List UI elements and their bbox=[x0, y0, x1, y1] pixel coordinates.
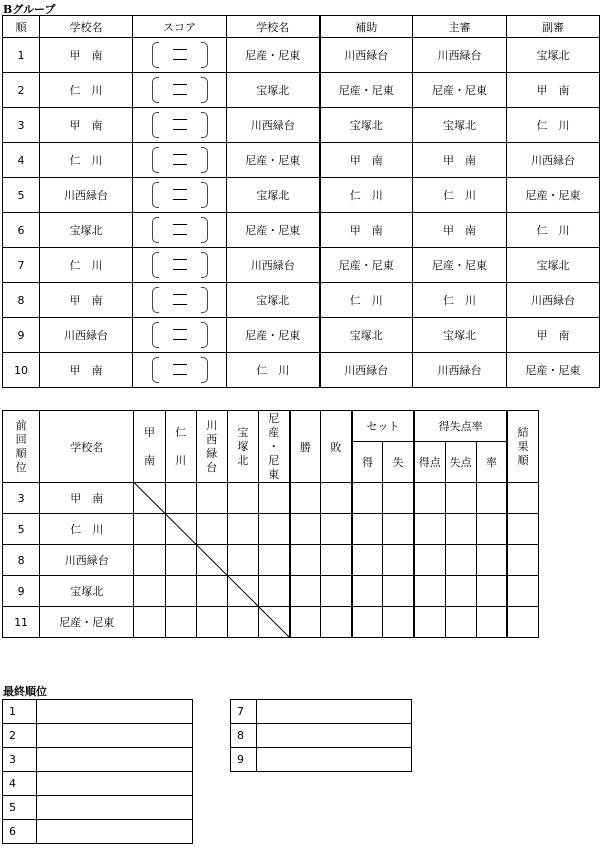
schedule-row bbox=[3, 248, 600, 283]
result-cell[interactable] bbox=[165, 514, 196, 545]
sets-won-cell[interactable] bbox=[352, 483, 383, 514]
schedule-row bbox=[3, 143, 600, 178]
match-number: 7 bbox=[3, 248, 40, 283]
match-number: 10 bbox=[3, 353, 40, 388]
result-cell[interactable] bbox=[258, 545, 289, 576]
match-number: 2 bbox=[3, 73, 40, 108]
result-cell[interactable] bbox=[134, 607, 165, 638]
league-row bbox=[3, 576, 539, 607]
final-rank-row bbox=[231, 748, 412, 772]
rate-cell[interactable] bbox=[476, 514, 507, 545]
sub-referee-school: 川西緑台 bbox=[507, 283, 600, 318]
result-cell[interactable] bbox=[196, 607, 227, 638]
referee-school: 甲 南 bbox=[413, 213, 507, 248]
referee-school: 尼産・尼東 bbox=[413, 73, 507, 108]
result-rank-cell[interactable] bbox=[507, 545, 538, 576]
set-lost-header: 失 bbox=[383, 442, 414, 483]
points-against-cell[interactable] bbox=[445, 483, 476, 514]
result-rank-cell[interactable] bbox=[507, 607, 538, 638]
league-school: 宝塚北 bbox=[40, 576, 134, 607]
points-for-cell[interactable] bbox=[414, 514, 445, 545]
school-b: 宝塚北 bbox=[227, 178, 320, 213]
opponent-header: 川 西 緑 台 bbox=[196, 411, 227, 483]
result-cell[interactable] bbox=[165, 607, 196, 638]
match-schedule-table bbox=[2, 15, 600, 388]
school-b: 尼産・尼東 bbox=[227, 143, 320, 178]
sub-referee-school: 甲 南 bbox=[507, 73, 600, 108]
school-a: 甲 南 bbox=[40, 38, 133, 73]
final-rank-school[interactable] bbox=[37, 772, 193, 796]
sub-referee-school: 仁 川 bbox=[507, 108, 600, 143]
result-cell[interactable] bbox=[165, 483, 196, 514]
win-header: 勝 bbox=[290, 411, 321, 483]
sets-won-cell[interactable] bbox=[352, 545, 383, 576]
schedule-row bbox=[3, 178, 600, 213]
referee-school: 川西緑台 bbox=[413, 353, 507, 388]
league-school: 仁 川 bbox=[40, 514, 134, 545]
ratio-header: 得失点率 bbox=[414, 411, 507, 442]
school-b: 川西緑台 bbox=[227, 248, 320, 283]
sub-referee-school: 川西緑台 bbox=[507, 143, 600, 178]
final-ranking-right bbox=[230, 699, 412, 772]
schedule-row bbox=[3, 318, 600, 353]
referee-school: 宝塚北 bbox=[413, 318, 507, 353]
final-rank-row bbox=[231, 724, 412, 748]
sub-referee-school: 宝塚北 bbox=[507, 38, 600, 73]
rate-cell[interactable] bbox=[476, 576, 507, 607]
opponent-header: 宝 塚 北 bbox=[227, 411, 258, 483]
rate-cell[interactable] bbox=[476, 545, 507, 576]
result-cell[interactable] bbox=[196, 483, 227, 514]
loss-header: 敗 bbox=[321, 411, 352, 483]
referee-school: 宝塚北 bbox=[413, 108, 507, 143]
result-cell[interactable] bbox=[258, 576, 289, 607]
result-cell[interactable] bbox=[134, 514, 165, 545]
schedule-row bbox=[3, 283, 600, 318]
final-rank-number: 5 bbox=[3, 796, 37, 820]
col-header-score: スコア bbox=[133, 16, 227, 38]
prev-rank-header-text: 前 回 順 位 bbox=[15, 418, 27, 474]
result-cell[interactable] bbox=[227, 545, 258, 576]
school-name-header: 学校名 bbox=[40, 411, 134, 483]
final-rank-school[interactable] bbox=[257, 700, 412, 724]
score-cell[interactable] bbox=[133, 73, 227, 108]
final-rank-number: 7 bbox=[231, 700, 257, 724]
set-header: セット bbox=[352, 411, 414, 442]
points-against-cell[interactable] bbox=[445, 576, 476, 607]
final-rank-school[interactable] bbox=[37, 724, 193, 748]
school-a: 仁 川 bbox=[40, 73, 133, 108]
school-b: 尼産・尼東 bbox=[227, 318, 320, 353]
score-bracket bbox=[152, 286, 208, 312]
match-number: 8 bbox=[3, 283, 40, 318]
school-b: 宝塚北 bbox=[227, 283, 320, 318]
prev-rank: 11 bbox=[3, 607, 40, 638]
final-ranking-title: 最終順位 bbox=[3, 685, 47, 698]
final-ranking-left bbox=[2, 699, 193, 844]
league-row bbox=[3, 607, 539, 638]
wins-cell[interactable] bbox=[290, 483, 321, 514]
league-school: 甲 南 bbox=[40, 483, 134, 514]
col-header-school-b: 学校名 bbox=[227, 16, 320, 38]
school-a: 甲 南 bbox=[40, 353, 133, 388]
result-cell[interactable] bbox=[196, 545, 227, 576]
result-rank-cell[interactable] bbox=[507, 576, 538, 607]
final-rank-number: 3 bbox=[3, 748, 37, 772]
losses-cell[interactable] bbox=[321, 514, 352, 545]
score-cell[interactable] bbox=[133, 318, 227, 353]
referee-school: 尼産・尼東 bbox=[413, 248, 507, 283]
result-cell[interactable] bbox=[134, 483, 165, 514]
result-cell[interactable] bbox=[165, 545, 196, 576]
referee-school: 甲 南 bbox=[413, 143, 507, 178]
sets-won-cell[interactable] bbox=[352, 514, 383, 545]
final-rank-number: 9 bbox=[231, 748, 257, 772]
match-number: 1 bbox=[3, 38, 40, 73]
group-title: Bグループ bbox=[3, 3, 56, 16]
sub-referee-school: 尼産・尼東 bbox=[507, 178, 600, 213]
league-standings-table bbox=[2, 410, 539, 638]
points-for-cell[interactable] bbox=[414, 545, 445, 576]
school-b: 川西緑台 bbox=[227, 108, 320, 143]
score-cell[interactable] bbox=[133, 108, 227, 143]
school-a: 川西緑台 bbox=[40, 178, 133, 213]
sets-lost-cell[interactable] bbox=[383, 545, 414, 576]
losses-cell[interactable] bbox=[321, 607, 352, 638]
prev-rank: 8 bbox=[3, 545, 40, 576]
score-bracket bbox=[152, 321, 208, 347]
sets-lost-cell[interactable] bbox=[383, 483, 414, 514]
final-rank-number: 6 bbox=[3, 820, 37, 844]
result-cell[interactable] bbox=[134, 545, 165, 576]
match-number: 3 bbox=[3, 108, 40, 143]
result-cell[interactable] bbox=[134, 576, 165, 607]
result-rank-cell[interactable] bbox=[507, 514, 538, 545]
schedule-row bbox=[3, 38, 600, 73]
final-rank-school[interactable] bbox=[37, 748, 193, 772]
opponent-header: 甲 南 bbox=[134, 411, 165, 483]
school-b: 宝塚北 bbox=[227, 73, 320, 108]
wins-cell[interactable] bbox=[290, 545, 321, 576]
points-against-header: 失点 bbox=[445, 442, 476, 483]
result-cell[interactable] bbox=[258, 483, 289, 514]
score-cell[interactable] bbox=[133, 213, 227, 248]
school-a: 宝塚北 bbox=[40, 213, 133, 248]
final-rank-row bbox=[3, 700, 193, 724]
referee-school: 仁 川 bbox=[413, 178, 507, 213]
opponent-header: 尼 産 ・ 尼 東 bbox=[258, 411, 289, 483]
school-b: 仁 川 bbox=[227, 353, 320, 388]
set-won-header: 得 bbox=[352, 442, 383, 483]
sets-lost-cell[interactable] bbox=[383, 514, 414, 545]
opponent-header: 仁 川 bbox=[165, 411, 196, 483]
aux-school: 川西緑台 bbox=[320, 353, 413, 388]
col-header-referee: 主審 bbox=[413, 16, 507, 38]
result-rank-header bbox=[507, 411, 538, 483]
points-for-cell[interactable] bbox=[414, 607, 445, 638]
score-bracket bbox=[152, 251, 208, 277]
prev-rank: 5 bbox=[3, 514, 40, 545]
final-rank-school[interactable] bbox=[257, 748, 412, 772]
result-cell[interactable] bbox=[258, 514, 289, 545]
aux-school: 宝塚北 bbox=[320, 108, 413, 143]
match-number: 5 bbox=[3, 178, 40, 213]
result-cell[interactable] bbox=[227, 514, 258, 545]
referee-school: 川西緑台 bbox=[413, 38, 507, 73]
final-rank-number: 8 bbox=[231, 724, 257, 748]
score-bracket bbox=[152, 216, 208, 242]
referee-school: 仁 川 bbox=[413, 283, 507, 318]
final-rank-row bbox=[3, 820, 193, 844]
score-bracket bbox=[152, 111, 208, 137]
schedule-row bbox=[3, 73, 600, 108]
schedule-row bbox=[3, 213, 600, 248]
league-school: 尼産・尼東 bbox=[40, 607, 134, 638]
final-rank-school[interactable] bbox=[37, 820, 193, 844]
sets-lost-cell[interactable] bbox=[383, 576, 414, 607]
league-row bbox=[3, 545, 539, 576]
prev-rank: 3 bbox=[3, 483, 40, 514]
result-cell[interactable] bbox=[196, 576, 227, 607]
score-bracket bbox=[152, 41, 208, 67]
score-bracket bbox=[152, 146, 208, 172]
points-against-cell[interactable] bbox=[445, 545, 476, 576]
match-number: 6 bbox=[3, 213, 40, 248]
col-header-school-a: 学校名 bbox=[40, 16, 133, 38]
school-b: 尼産・尼東 bbox=[227, 38, 320, 73]
score-cell[interactable] bbox=[133, 178, 227, 213]
col-header-order: 順 bbox=[3, 16, 40, 38]
sub-referee-school: 甲 南 bbox=[507, 318, 600, 353]
points-against-cell[interactable] bbox=[445, 514, 476, 545]
rate-cell[interactable] bbox=[476, 483, 507, 514]
league-row bbox=[3, 514, 539, 545]
league-row bbox=[3, 483, 539, 514]
score-cell[interactable] bbox=[133, 38, 227, 73]
aux-school: 尼産・尼東 bbox=[320, 248, 413, 283]
result-cell[interactable] bbox=[227, 483, 258, 514]
col-header-aux: 補助 bbox=[320, 16, 413, 38]
school-a: 仁 川 bbox=[40, 143, 133, 178]
result-cell[interactable] bbox=[258, 607, 289, 638]
school-a: 仁 川 bbox=[40, 248, 133, 283]
aux-school: 仁 川 bbox=[320, 283, 413, 318]
wins-cell[interactable] bbox=[290, 576, 321, 607]
sets-won-cell[interactable] bbox=[352, 576, 383, 607]
match-number: 9 bbox=[3, 318, 40, 353]
points-for-cell[interactable] bbox=[414, 483, 445, 514]
final-rank-row bbox=[3, 748, 193, 772]
final-rank-number: 4 bbox=[3, 772, 37, 796]
sub-referee-school: 尼産・尼東 bbox=[507, 353, 600, 388]
final-rank-number: 1 bbox=[3, 700, 37, 724]
aux-school: 宝塚北 bbox=[320, 318, 413, 353]
result-cell[interactable] bbox=[227, 607, 258, 638]
sets-lost-cell[interactable] bbox=[383, 607, 414, 638]
match-number: 4 bbox=[3, 143, 40, 178]
schedule-row bbox=[3, 108, 600, 143]
school-a: 川西緑台 bbox=[40, 318, 133, 353]
prev-rank: 9 bbox=[3, 576, 40, 607]
final-rank-row bbox=[231, 700, 412, 724]
school-a: 甲 南 bbox=[40, 283, 133, 318]
points-for-cell[interactable] bbox=[414, 576, 445, 607]
league-school: 川西緑台 bbox=[40, 545, 134, 576]
result-rank-cell[interactable] bbox=[507, 483, 538, 514]
losses-cell[interactable] bbox=[321, 545, 352, 576]
score-cell[interactable] bbox=[133, 143, 227, 178]
sub-referee-school: 宝塚北 bbox=[507, 248, 600, 283]
points-against-cell[interactable] bbox=[445, 607, 476, 638]
rate-cell[interactable] bbox=[476, 607, 507, 638]
result-cell[interactable] bbox=[165, 576, 196, 607]
league-header-row bbox=[3, 411, 539, 442]
sets-won-cell[interactable] bbox=[352, 607, 383, 638]
aux-school: 甲 南 bbox=[320, 213, 413, 248]
aux-school: 川西緑台 bbox=[320, 38, 413, 73]
final-rank-number: 2 bbox=[3, 724, 37, 748]
points-for-header: 得点 bbox=[414, 442, 445, 483]
aux-school: 仁 川 bbox=[320, 178, 413, 213]
result-cell[interactable] bbox=[196, 514, 227, 545]
final-rank-school[interactable] bbox=[37, 700, 193, 724]
aux-school: 甲 南 bbox=[320, 143, 413, 178]
losses-cell[interactable] bbox=[321, 576, 352, 607]
sub-referee-school: 仁 川 bbox=[507, 213, 600, 248]
score-cell[interactable] bbox=[133, 248, 227, 283]
final-rank-school[interactable] bbox=[37, 796, 193, 820]
score-cell[interactable] bbox=[133, 353, 227, 388]
schedule-header-row bbox=[3, 16, 600, 38]
schedule-row bbox=[3, 353, 600, 388]
final-rank-row bbox=[3, 772, 193, 796]
final-rank-school[interactable] bbox=[257, 724, 412, 748]
result-cell[interactable] bbox=[227, 576, 258, 607]
losses-cell[interactable] bbox=[321, 483, 352, 514]
school-a: 甲 南 bbox=[40, 108, 133, 143]
result-rank-header-text: 結 果 順 bbox=[517, 425, 529, 467]
final-rank-row bbox=[3, 724, 193, 748]
score-bracket bbox=[152, 76, 208, 102]
col-header-sub-referee: 副審 bbox=[507, 16, 600, 38]
school-b: 尼産・尼東 bbox=[227, 213, 320, 248]
rate-header: 率 bbox=[476, 442, 507, 483]
score-bracket bbox=[152, 181, 208, 207]
score-bracket bbox=[152, 356, 208, 382]
prev-rank-header bbox=[3, 411, 40, 483]
wins-cell[interactable] bbox=[290, 607, 321, 638]
aux-school: 尼産・尼東 bbox=[320, 73, 413, 108]
score-cell[interactable] bbox=[133, 283, 227, 318]
wins-cell[interactable] bbox=[290, 514, 321, 545]
final-rank-row bbox=[3, 796, 193, 820]
